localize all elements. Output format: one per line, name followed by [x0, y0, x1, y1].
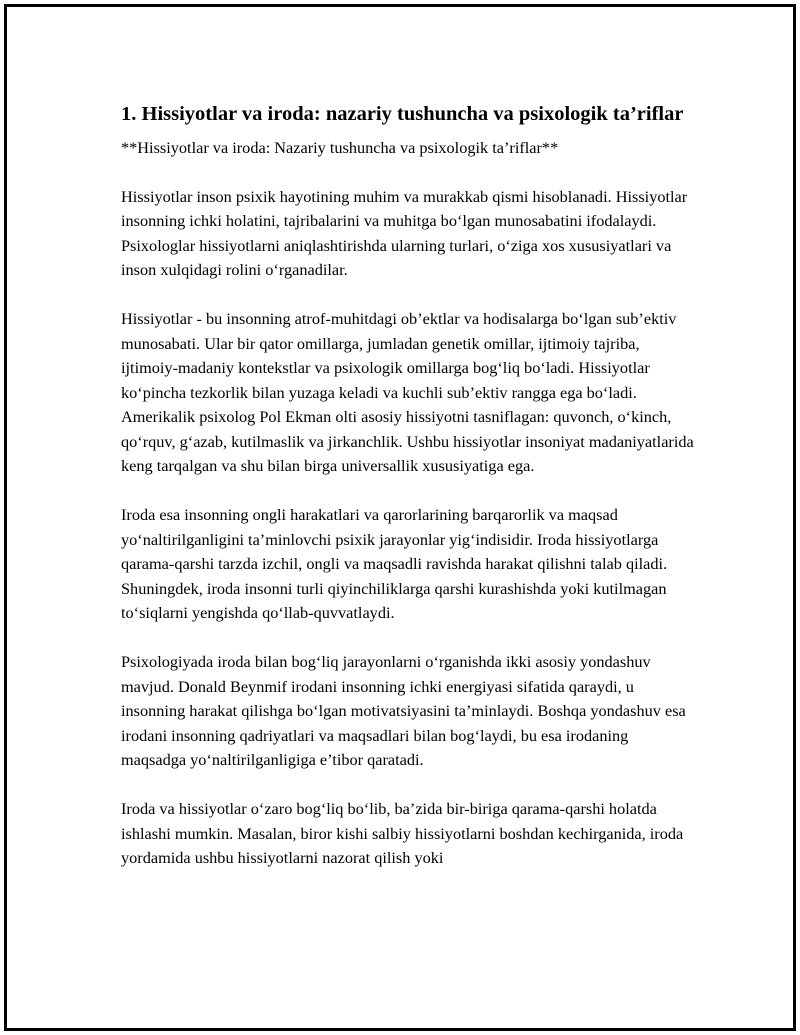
section-heading: 1. Hissiyotlar va iroda: nazariy tushuncha va psixologik ta’riflar: [121, 103, 684, 125]
page-frame: [4, 4, 796, 1031]
section-subtitle: **Hissiyotlar va iroda: Nazariy tushuncha va psixologik ta’riflar**: [121, 138, 559, 157]
paragraph-5: Iroda va hissiyotlar o‘zaro bog‘liq bo‘lib, ba’zida bir-biriga qarama-qarshi holatda ishlashi mumkin. Masalan, biror kishi salbiy hissiyotlarni boshdan kechirganida, iroda yordamida ushbu hissiyotlarni nazorat qilish yoki: [121, 799, 684, 867]
paragraph-4: Psixologiyada iroda bilan bog‘liq jarayonlarni o‘rganishda ikki asosiy yondashuv mavjud. Donald Beynmif irodani insonning ichki energiyasi sifatida qaraydi, u insonning harakat qilishga bo‘lgan motivatsiyasini ta’minlaydi. Boshqa yondashuv esa irodani insonning qadriyatlari va maqsadlari bilan bog‘laydi, bu esa irodaning maqsadga yo‘naltirilganligiga e’tibor qaratadi.: [121, 652, 686, 769]
paragraph-2: Hissiyotlar - bu insonning atrof-muhitdagi ob’ektlar va hodisalarga bo‘lgan sub’ektiv munosabati. Ular bir qator omillarga, jumladan genetik omillar, ijtimoiy tajriba, ijtimoiy-madaniy kontekstlar va psixologik omillarga bog‘liq bo‘ladi. Hissiyotlar ko‘pincha tezkorlik bilan yuzaga keladi va kuchli sub’ektiv rangga ega bo‘ladi. Amerikalik psixolog Pol Ekman olti asosiy hissiyotni tasniflagan: quvonch, o‘kinch, qo‘rquv, g‘azab, kutilmaslik va jirkanchlik. Ushbu hissiyotlar insoniyat madaniyatlarida keng tarqalgan va shu bilan birga universallik xususiyatiga ega.: [121, 309, 694, 475]
paragraph-3: Iroda esa insonning ongli harakatlari va qarorlarining barqarorlik va maqsad yo‘naltirilganligini ta’minlovchi psixik jarayonlar yig‘indisidir. Iroda hissiyotlarga qarama-qarshi tarzda izchil, ongli va maqsadli ravishda harakat qilishni talab qiladi. Shuningdek, iroda insonni turli qiyinchiliklarga qarshi kurashishda yoki kutilmagan to‘siqlarni yengishda qo‘llab-quvvatlaydi.: [121, 505, 668, 622]
document-body: [121, 100, 695, 895]
paragraph-1: Hissiyotlar inson psixik hayotining muhim va murakkab qismi hisoblanadi. Hissiyotlar insonning ichki holatini, tajribalarini va muhitga bo‘lgan munosabatini ifodalaydi. Psixologlar hissiyotlarni aniqlashtirishda ularning turlari, o‘ziga xos xususiyatlari va inson xulqidagi rolini o‘rganadilar.: [121, 186, 688, 279]
